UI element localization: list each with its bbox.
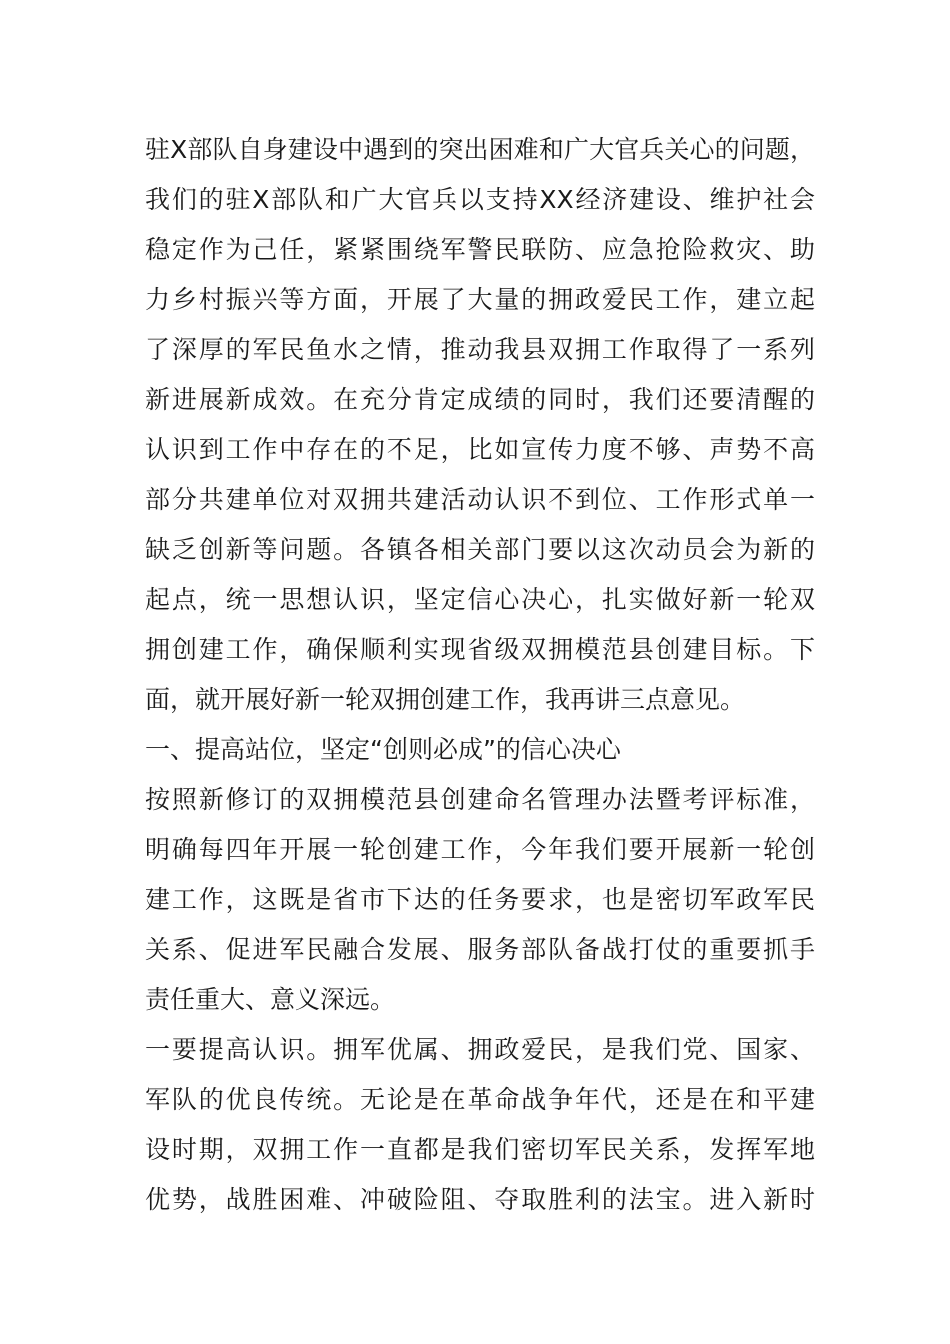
text-line: 明确每四年开展一轮创建工作，今年我们要开展新一轮创 bbox=[145, 835, 815, 864]
text-line: 按照新修订的双拥模范县创建命名管理办法暨考评标准， bbox=[145, 785, 815, 814]
text-line: 关系、促进军民融合发展、服务部队备战打仗的重要抓手 bbox=[145, 935, 815, 964]
text-line: 认识到工作中存在的不足，比如宣传力度不够、声势不高 bbox=[145, 435, 815, 464]
text-line: 力乡村振兴等方面，开展了大量的拥政爱民工作，建立起 bbox=[145, 285, 815, 314]
text-line: 军队的优良传统。无论是在革命战争年代，还是在和平建 bbox=[145, 1085, 815, 1114]
paragraph-last-line: 责任重大、意义深远。 bbox=[145, 985, 396, 1014]
text-line: 稳定作为己任，紧紧围绕军警民联防、应急抢险救灾、助 bbox=[145, 235, 815, 264]
text-line: 我们的驻X部队和广大官兵以支持XX经济建设、维护社会 bbox=[145, 185, 815, 214]
text-line: 部分共建单位对双拥共建活动认识不到位、工作形式单一 bbox=[145, 485, 815, 514]
text-line: 缺乏创新等问题。各镇各相关部门要以这次动员会为新的 bbox=[145, 535, 815, 564]
text-line: 建工作，这既是省市下达的任务要求，也是密切军政军民 bbox=[145, 885, 815, 914]
text-line: 优势，战胜困难、冲破险阻、夺取胜利的法宝。进入新时 bbox=[145, 1185, 815, 1214]
text-line: 起点，统一思想认识，坚定信心决心，扎实做好新一轮双 bbox=[145, 585, 815, 614]
text-line: 一要提高认识。拥军优属、拥政爱民，是我们党、国家、 bbox=[145, 1035, 815, 1064]
section-heading: 一、提高站位，坚定“创则必成”的信心决心 bbox=[145, 735, 621, 764]
text-line: 拥创建工作，确保顺利实现省级双拥模范县创建目标。下 bbox=[145, 635, 815, 664]
text-line: 了深厚的军民鱼水之情，推动我县双拥工作取得了一系列 bbox=[145, 335, 815, 364]
text-line: 设时期，双拥工作一直都是我们密切军民关系，发挥军地 bbox=[145, 1135, 815, 1164]
text-line: 驻X部队自身建设中遇到的突出困难和广大官兵关心的问题， bbox=[145, 135, 815, 164]
document-body bbox=[145, 125, 815, 1225]
text-line: 新进展新成效。在充分肯定成绩的同时，我们还要清醒的 bbox=[145, 385, 815, 414]
paragraph-last-line: 面，就开展好新一轮双拥创建工作，我再讲三点意见。 bbox=[145, 685, 746, 714]
